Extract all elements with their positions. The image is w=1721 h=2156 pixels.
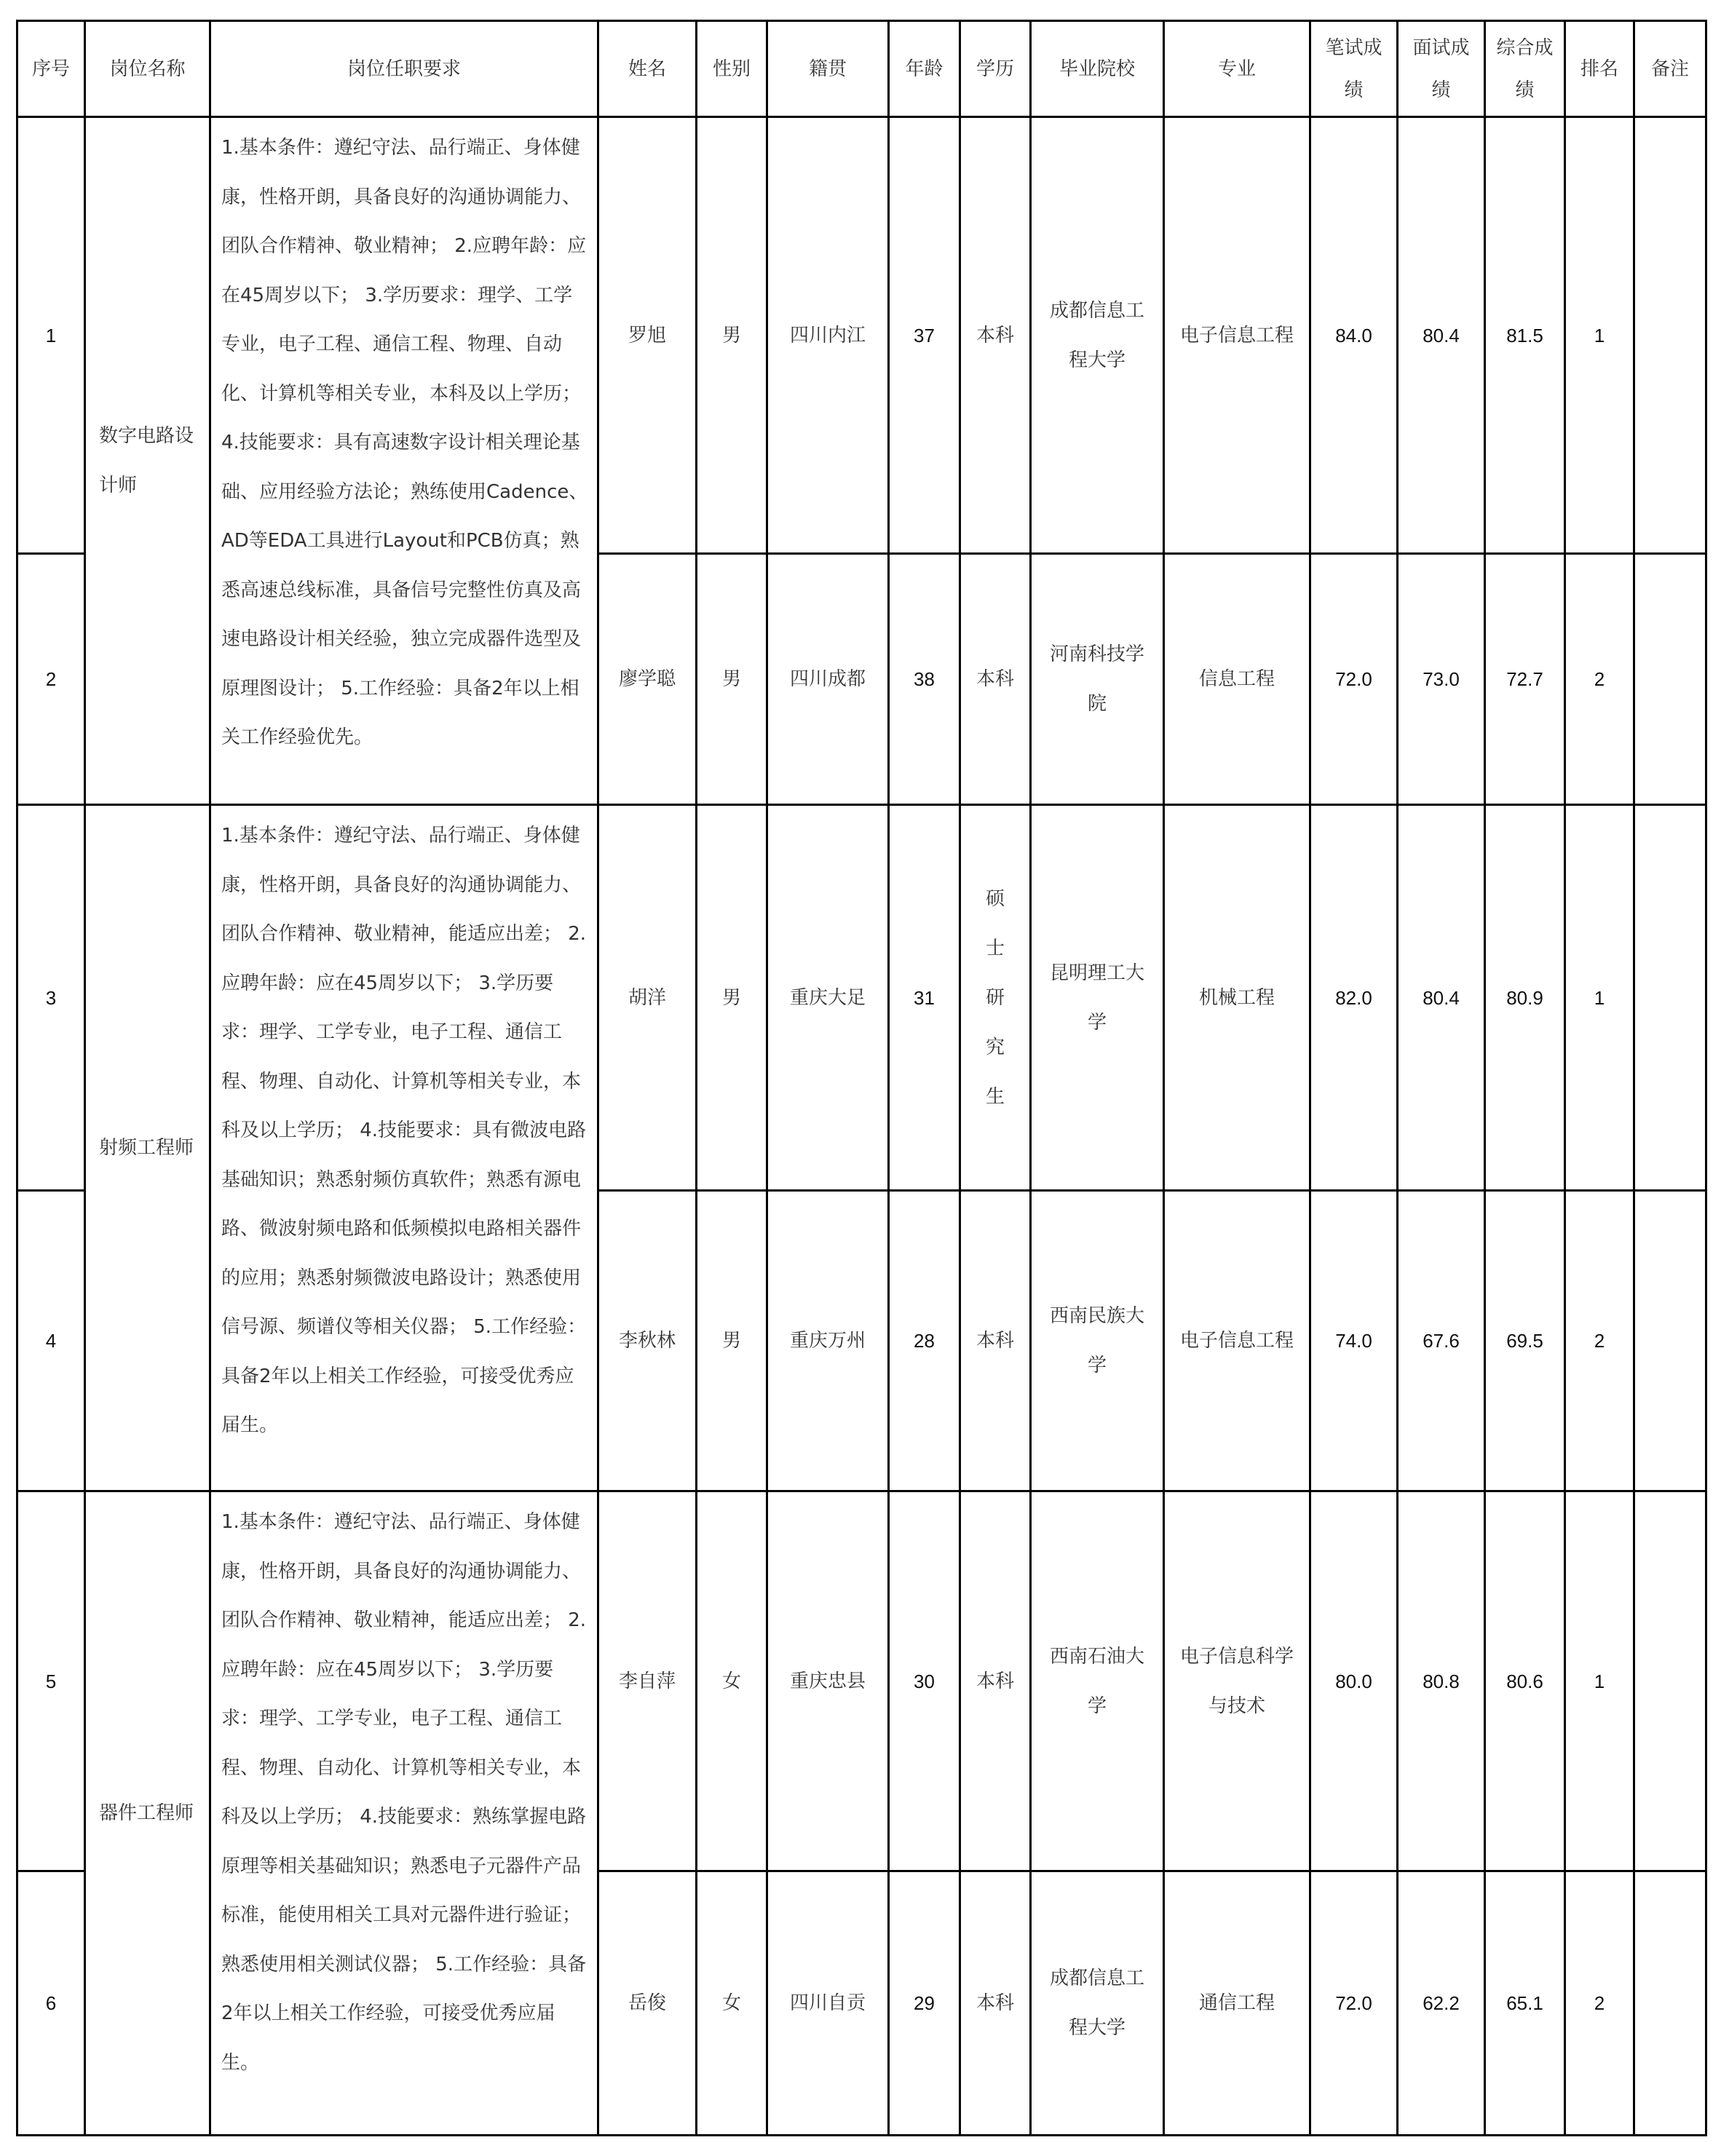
cell-major: 通信工程 bbox=[1164, 1871, 1310, 2136]
cell-age: 29 bbox=[889, 1871, 960, 2136]
cell-school: 西南石油大学 bbox=[1031, 1491, 1164, 1871]
cell-school: 昆明理工大学 bbox=[1031, 805, 1164, 1191]
cell-rank: 2 bbox=[1565, 1191, 1634, 1491]
cell-seq: 4 bbox=[17, 1191, 85, 1491]
cell-gender: 男 bbox=[697, 117, 767, 554]
cell-origin: 四川内江 bbox=[767, 117, 889, 554]
cell-school: 成都信息工程大学 bbox=[1031, 1871, 1164, 2136]
cell-major: 电子信息工程 bbox=[1164, 117, 1310, 554]
cell-age: 30 bbox=[889, 1491, 960, 1871]
header-row bbox=[17, 21, 1706, 117]
cell-interview-score: 67.6 bbox=[1398, 1191, 1485, 1491]
cell-education: 本科 bbox=[960, 1491, 1031, 1871]
cell-education: 本科 bbox=[960, 1191, 1031, 1491]
cell-major: 信息工程 bbox=[1164, 554, 1310, 805]
header-total-score: 综合成绩 bbox=[1485, 21, 1565, 117]
cell-seq: 1 bbox=[17, 117, 85, 554]
cell-position: 器件工程师 bbox=[85, 1491, 210, 2136]
cell-written-score: 74.0 bbox=[1310, 1191, 1398, 1491]
header-remarks: 备注 bbox=[1634, 21, 1706, 117]
cell-remarks bbox=[1634, 117, 1706, 554]
cell-rank: 1 bbox=[1565, 117, 1634, 554]
cell-gender: 男 bbox=[697, 554, 767, 805]
cell-education: 硕士研究生 bbox=[960, 805, 1031, 1191]
table-row bbox=[17, 117, 1706, 554]
cell-origin: 重庆忠县 bbox=[767, 1491, 889, 1871]
cell-major: 电子信息工程 bbox=[1164, 1191, 1310, 1491]
header-rank: 排名 bbox=[1565, 21, 1634, 117]
cell-seq: 2 bbox=[17, 554, 85, 805]
cell-remarks bbox=[1634, 1191, 1706, 1491]
cell-education: 本科 bbox=[960, 1871, 1031, 2136]
cell-interview-score: 80.4 bbox=[1398, 117, 1485, 554]
cell-requirements: 1.基本条件：遵纪守法、品行端正、身体健康，性格开朗，具备良好的沟通协调能力、团队合作精神、敬业精神，能适应出差； 2.应聘年龄：应在45周岁以下； 3.学历要求：理学、工学专业，电子工程、通信工程、物理、自动化、计算机等相关专业，本科及以上学历； 4.技能要求：具有微波电路基础知识；熟悉射频仿真软件；熟悉有源电路、微波射频电路和低频模拟电路相关器件的应用；熟悉射频微波电路设计；熟悉使用信号源、频谱仪等相关仪器； 5.工作经验：具备2年以上相关工作经验，可接受优秀应届生。 bbox=[210, 805, 598, 1491]
cell-school: 西南民族大学 bbox=[1031, 1191, 1164, 1491]
cell-age: 38 bbox=[889, 554, 960, 805]
cell-major: 电子信息科学与技术 bbox=[1164, 1491, 1310, 1871]
cell-total-score: 80.6 bbox=[1485, 1491, 1565, 1871]
cell-interview-score: 73.0 bbox=[1398, 554, 1485, 805]
header-gender: 性别 bbox=[697, 21, 767, 117]
cell-seq: 5 bbox=[17, 1491, 85, 1871]
cell-name: 岳俊 bbox=[598, 1871, 697, 2136]
cell-interview-score: 80.4 bbox=[1398, 805, 1485, 1191]
cell-origin: 重庆大足 bbox=[767, 805, 889, 1191]
cell-total-score: 65.1 bbox=[1485, 1871, 1565, 2136]
cell-remarks bbox=[1634, 805, 1706, 1191]
header-name: 姓名 bbox=[598, 21, 697, 117]
cell-seq: 6 bbox=[17, 1871, 85, 2136]
header-education: 学历 bbox=[960, 21, 1031, 117]
cell-major: 机械工程 bbox=[1164, 805, 1310, 1191]
cell-written-score: 72.0 bbox=[1310, 1871, 1398, 2136]
cell-interview-score: 80.8 bbox=[1398, 1491, 1485, 1871]
cell-name: 廖学聪 bbox=[598, 554, 697, 805]
cell-seq: 3 bbox=[17, 805, 85, 1191]
cell-age: 37 bbox=[889, 117, 960, 554]
cell-rank: 1 bbox=[1565, 1491, 1634, 1871]
cell-name: 李秋林 bbox=[598, 1191, 697, 1491]
table-row bbox=[17, 805, 1706, 1191]
header-interview-score: 面试成绩 bbox=[1398, 21, 1485, 117]
cell-position: 数字电路设计师 bbox=[85, 117, 210, 805]
cell-gender: 男 bbox=[697, 1191, 767, 1491]
cell-gender: 女 bbox=[697, 1871, 767, 2136]
cell-name: 胡洋 bbox=[598, 805, 697, 1191]
cell-requirements: 1.基本条件：遵纪守法、品行端正、身体健康，性格开朗，具备良好的沟通协调能力、团队合作精神、敬业精神，能适应出差； 2.应聘年龄：应在45周岁以下； 3.学历要求：理学、工学专业，电子工程、通信工程、物理、自动化、计算机等相关专业，本科及以上学历； 4.技能要求：熟练掌握电路原理等相关基础知识；熟悉电子元器件产品标准，能使用相关工具对元器件进行验证；熟悉使用相关测试仪器； 5.工作经验：具备2年以上相关工作经验，可接受优秀应届生。 bbox=[210, 1491, 598, 2136]
cell-total-score: 80.9 bbox=[1485, 805, 1565, 1191]
cell-school: 成都信息工程大学 bbox=[1031, 117, 1164, 554]
cell-origin: 四川成都 bbox=[767, 554, 889, 805]
cell-rank: 2 bbox=[1565, 554, 1634, 805]
cell-written-score: 72.0 bbox=[1310, 554, 1398, 805]
header-origin: 籍贯 bbox=[767, 21, 889, 117]
table-row bbox=[17, 1491, 1706, 1871]
header-age: 年龄 bbox=[889, 21, 960, 117]
cell-age: 28 bbox=[889, 1191, 960, 1491]
header-major: 专业 bbox=[1164, 21, 1310, 117]
cell-gender: 女 bbox=[697, 1491, 767, 1871]
cell-age: 31 bbox=[889, 805, 960, 1191]
cell-name: 李自萍 bbox=[598, 1491, 697, 1871]
cell-total-score: 81.5 bbox=[1485, 117, 1565, 554]
cell-written-score: 84.0 bbox=[1310, 117, 1398, 554]
cell-name: 罗旭 bbox=[598, 117, 697, 554]
cell-total-score: 69.5 bbox=[1485, 1191, 1565, 1491]
header-school: 毕业院校 bbox=[1031, 21, 1164, 117]
cell-rank: 1 bbox=[1565, 805, 1634, 1191]
cell-written-score: 80.0 bbox=[1310, 1491, 1398, 1871]
header-requirements: 岗位任职要求 bbox=[210, 21, 598, 117]
cell-school: 河南科技学院 bbox=[1031, 554, 1164, 805]
cell-remarks bbox=[1634, 1491, 1706, 1871]
header-position: 岗位名称 bbox=[85, 21, 210, 117]
cell-education: 本科 bbox=[960, 117, 1031, 554]
candidate-results-table bbox=[16, 20, 1707, 2136]
cell-requirements: 1.基本条件：遵纪守法、品行端正、身体健康，性格开朗，具备良好的沟通协调能力、团队合作精神、敬业精神； 2.应聘年龄：应在45周岁以下； 3.学历要求：理学、工学专业，电子工程、通信工程、物理、自动化、计算机等相关专业，本科及以上学历； 4.技能要求：具有高速数字设计相关理论基础、应用经验方法论；熟练使用Cadence、AD等EDA工具进行Layout和PCB仿真；熟悉高速总线标准，具备信号完整性仿真及高速电路设计相关经验，独立完成器件选型及原理图设计； 5.工作经验：具备2年以上相关工作经验优先。 bbox=[210, 117, 598, 805]
cell-written-score: 82.0 bbox=[1310, 805, 1398, 1191]
cell-education: 本科 bbox=[960, 554, 1031, 805]
cell-remarks bbox=[1634, 1871, 1706, 2136]
cell-total-score: 72.7 bbox=[1485, 554, 1565, 805]
cell-position: 射频工程师 bbox=[85, 805, 210, 1491]
cell-remarks bbox=[1634, 554, 1706, 805]
cell-origin: 四川自贡 bbox=[767, 1871, 889, 2136]
cell-interview-score: 62.2 bbox=[1398, 1871, 1485, 2136]
header-written-score: 笔试成绩 bbox=[1310, 21, 1398, 117]
cell-gender: 男 bbox=[697, 805, 767, 1191]
cell-origin: 重庆万州 bbox=[767, 1191, 889, 1491]
header-seq: 序号 bbox=[17, 21, 85, 117]
cell-rank: 2 bbox=[1565, 1871, 1634, 2136]
